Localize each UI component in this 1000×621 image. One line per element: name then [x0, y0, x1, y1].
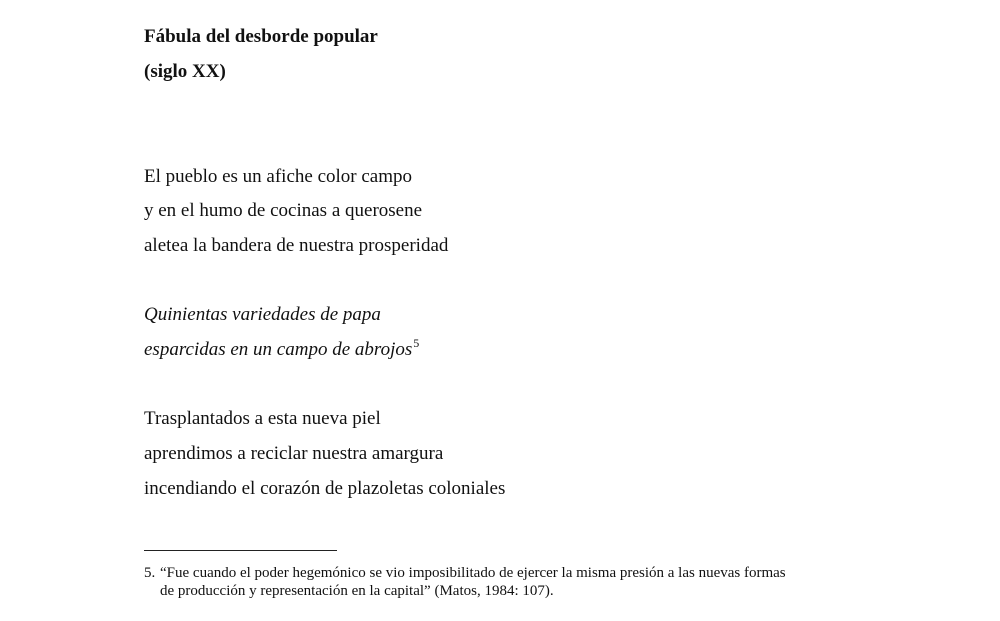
verse-line-with-ref: [144, 338, 419, 363]
verse-line: incendiando el corazón de plazoletas coloniales: [144, 478, 506, 499]
footnote-text-line-1: “Fue cuando el poder hegemónico se vio imposibilitado de ejercer la misma presión a las nuevas formas: [160, 565, 786, 581]
poem-subtitle: (siglo XX): [144, 61, 226, 82]
footnote-reference[interactable]: 5: [413, 336, 420, 350]
verse-line: Trasplantados a esta nueva piel: [144, 408, 381, 429]
footnote: [144, 564, 884, 600]
footnote-number: 5.: [144, 565, 156, 581]
verse-line: aletea la bandera de nuestra prosperidad: [144, 235, 449, 256]
verse-line: El pueblo es un afiche color campo: [144, 166, 413, 187]
poem-title: Fábula del desborde popular: [144, 26, 378, 47]
verse-text: esparcidas en un campo de abrojos: [144, 339, 413, 360]
footnote-first-line: [144, 564, 884, 582]
footnote-divider: [144, 550, 337, 551]
verse-line: Quinientas variedades de papa: [144, 304, 381, 325]
verse-line: y en el humo de cocinas a querosene: [144, 200, 423, 221]
footnote-text-line-2: de producción y representación en la capital” (Matos, 1984: 107).: [160, 583, 554, 599]
verse-line: aprendimos a reciclar nuestra amargura: [144, 443, 444, 464]
